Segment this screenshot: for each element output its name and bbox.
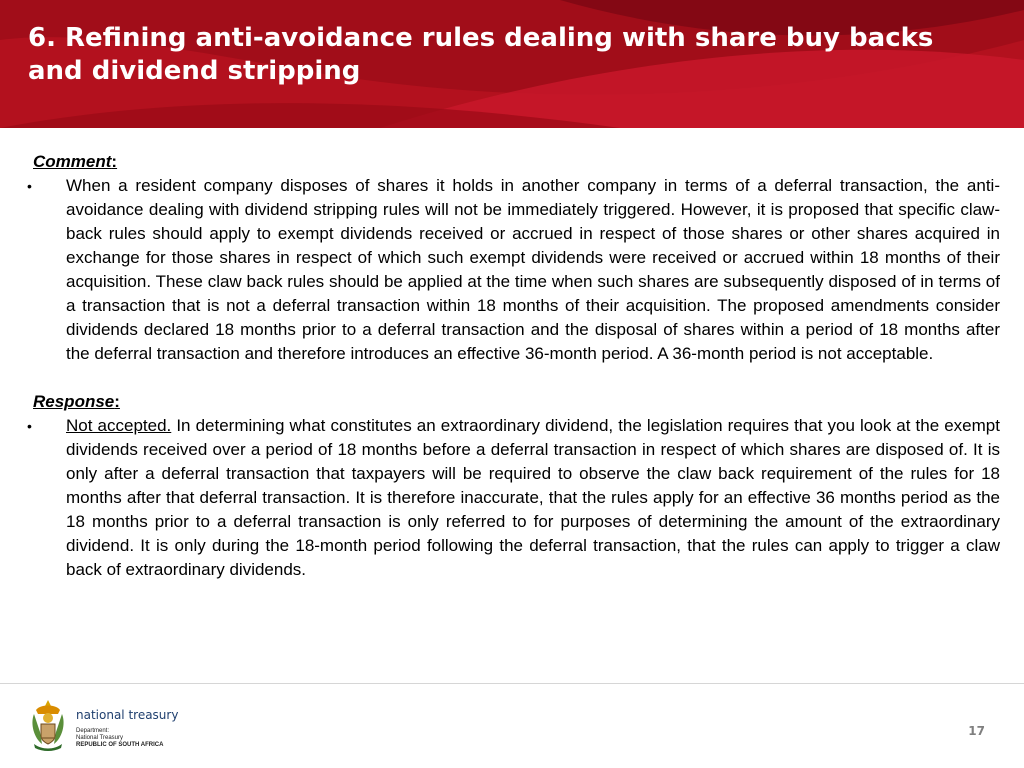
footer-divider: [0, 683, 1024, 684]
response-colon: :: [114, 392, 120, 411]
page-number: 17: [968, 724, 985, 738]
response-lead: Not accepted.: [66, 416, 172, 435]
page-title: 6. Refining anti-avoidance rules dealing with share buy backs and dividend stripping: [28, 23, 934, 86]
brand-name: national treasury: [76, 708, 179, 722]
department-line-1: Department:: [76, 728, 110, 734]
bullet-icon: •: [27, 418, 32, 434]
response-text: In determining what constitutes an extraordinary dividend, the legislation requires that you look at the exempt dividends received over a period of 18 months before a deferral transaction in respect of which shares are disposed of. It is only after a deferral transaction that taxpayers will be required to observe the claw back requirement of the rules for 18 months after that deferral transaction. It is therefore inaccurate, that the rules apply for an effective 36 months period as the 18 months prior to a deferral transaction is only referred to for purposes of determining the amount of the extraordinary dividend. It is only during the 18-month period following the deferral transaction, that the rules can apply to trigger a claw back of extraordinary dividends.: [66, 416, 1000, 579]
comment-label: Comment: [33, 152, 112, 171]
department-line-3: REPUBLIC OF SOUTH AFRICA: [76, 742, 164, 748]
response-heading: [33, 390, 1024, 414]
comment-text: When a resident company disposes of shares it holds in another company in terms of a deferral transaction, the anti-avoidance dealing with dividend stripping rules will not be immediately triggered. However, it is proposed that specific claw-back rules should apply to exempt dividends received or accrued in respect of those shares or other shares acquired in exchange for those shares in respect of which such exempt dividends were received or accrued within 18 months of their acquisition. These claw back rules should be applied at the time when such shares are subsequently disposed of in terms of a transaction that is not a deferral transaction within 18 months of their acquisition. The proposed amendments consider dividends declared 18 months prior to a deferral transaction and the disposal of shares within a period of 18 months after the deferral transaction and therefore introduces an effective 36-month period. A 36-month period is not acceptable.: [66, 176, 1000, 363]
comment-heading: [33, 150, 1024, 174]
bullet-icon: •: [27, 178, 32, 194]
department-text: [76, 728, 163, 749]
slide-body: [0, 150, 1024, 582]
national-treasury-logo: [28, 698, 178, 754]
response-bullet: [0, 414, 1024, 582]
title-banner: [0, 0, 1024, 128]
coat-of-arms-icon: [28, 698, 68, 752]
department-line-2: National Treasury: [76, 735, 124, 741]
comment-bullet: [0, 174, 1024, 366]
response-label: Response: [33, 392, 115, 411]
comment-colon: :: [111, 152, 118, 171]
